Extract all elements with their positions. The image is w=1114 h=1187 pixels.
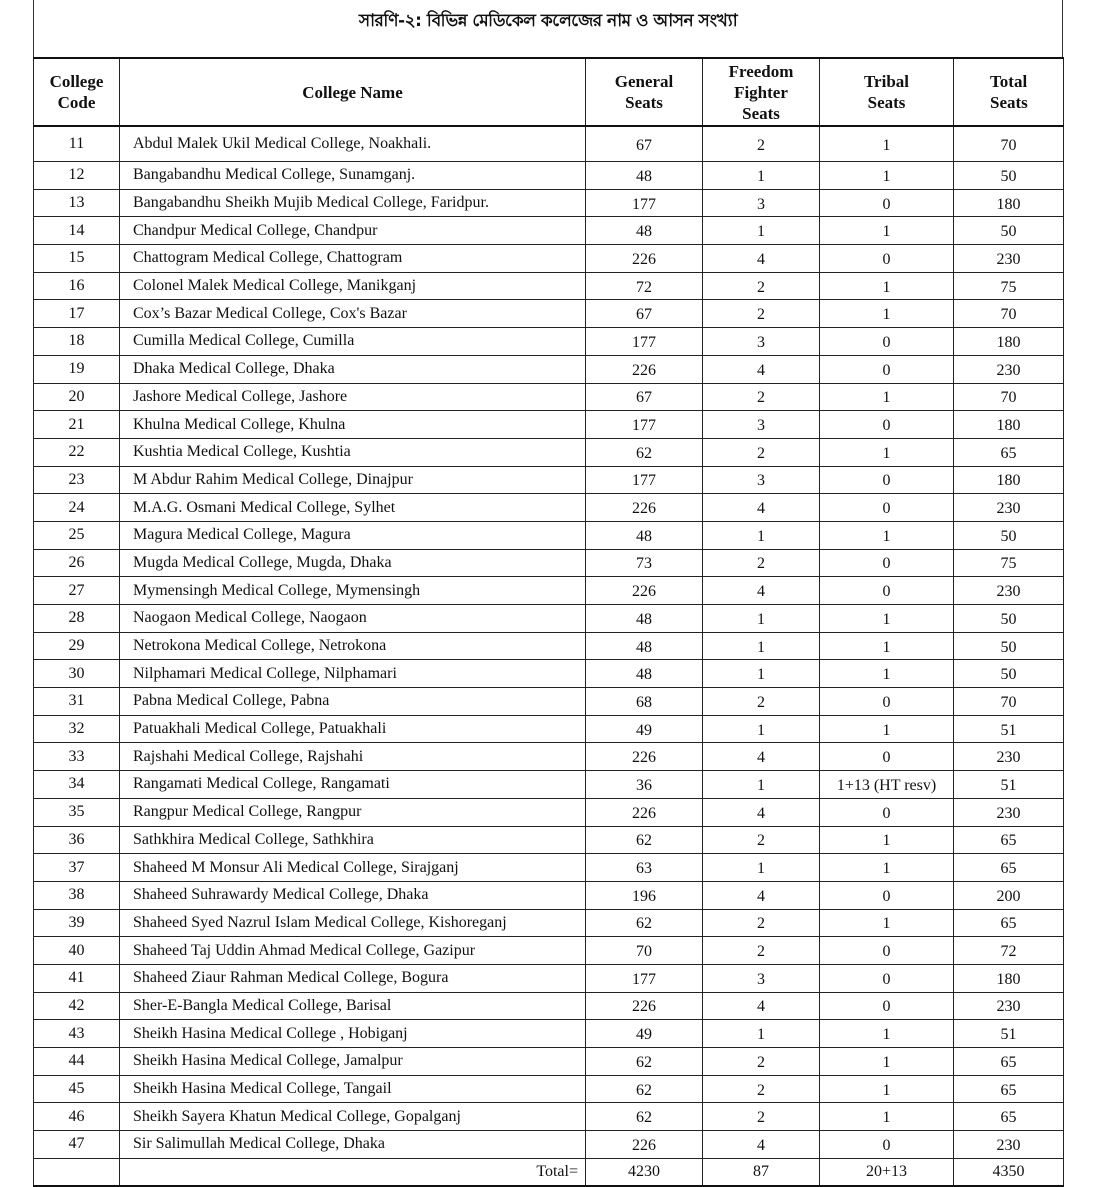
table-row <box>34 688 1064 716</box>
general-seats-cell: 196 <box>586 881 703 909</box>
tribal-seats-cell: 1 <box>820 126 954 162</box>
total-seats-cell: 50 <box>954 660 1064 688</box>
table-row <box>34 217 1064 245</box>
tribal-seats-cell: 0 <box>820 577 954 605</box>
college-code-cell: 40 <box>34 937 120 965</box>
total-seats-cell: 51 <box>954 715 1064 743</box>
freedom-fighter-seats-cell: 4 <box>703 355 820 383</box>
college-name-cell: Nilphamari Medical College, Nilphamari <box>120 660 586 688</box>
totals-row <box>34 1158 1064 1186</box>
general-seats-cell: 226 <box>586 494 703 522</box>
college-code-cell: 33 <box>34 743 120 771</box>
table-row <box>34 743 1064 771</box>
table-row <box>34 438 1064 466</box>
college-name-cell: Sheikh Sayera Khatun Medical College, Gopalganj <box>120 1103 586 1131</box>
college-code-cell: 39 <box>34 909 120 937</box>
tribal-seats-cell: 0 <box>820 189 954 217</box>
freedom-fighter-seats-cell: 2 <box>703 937 820 965</box>
table-row <box>34 1103 1064 1131</box>
general-seats-cell: 48 <box>586 632 703 660</box>
table-row <box>34 300 1064 328</box>
college-name-cell: Sheikh Hasina Medical College , Hobiganj <box>120 1020 586 1048</box>
total-seats-cell: 70 <box>954 688 1064 716</box>
college-code-cell: 24 <box>34 494 120 522</box>
table-row <box>34 1075 1064 1103</box>
total-seats-cell: 51 <box>954 1020 1064 1048</box>
freedom-fighter-seats-cell: 1 <box>703 1020 820 1048</box>
total-seats-cell: 65 <box>954 438 1064 466</box>
total-seats-cell: 50 <box>954 162 1064 190</box>
tribal-seats-cell: 1 <box>820 660 954 688</box>
tribal-seats-cell: 1 <box>820 854 954 882</box>
college-code-cell: 28 <box>34 605 120 633</box>
college-code-cell: 43 <box>34 1020 120 1048</box>
table-row <box>34 189 1064 217</box>
freedom-fighter-seats-cell: 2 <box>703 126 820 162</box>
tribal-seats-cell: 1 <box>820 438 954 466</box>
college-code-cell: 16 <box>34 272 120 300</box>
general-seats-cell: 226 <box>586 1131 703 1159</box>
totals-label: Total= <box>120 1158 586 1186</box>
college-name-cell: Netrokona Medical College, Netrokona <box>120 632 586 660</box>
general-seats-cell: 226 <box>586 245 703 273</box>
general-seats-cell: 62 <box>586 438 703 466</box>
general-seats-cell: 68 <box>586 688 703 716</box>
freedom-fighter-seats-cell: 3 <box>703 328 820 356</box>
tribal-seats-cell: 0 <box>820 688 954 716</box>
general-seats-cell: 70 <box>586 937 703 965</box>
general-seats-cell: 72 <box>586 272 703 300</box>
tribal-seats-cell: 1 <box>820 715 954 743</box>
table-row <box>34 466 1064 494</box>
totals-freedom-fighter-seats: 87 <box>703 1158 820 1186</box>
freedom-fighter-seats-cell: 1 <box>703 854 820 882</box>
college-name-cell: Jashore Medical College, Jashore <box>120 383 586 411</box>
total-seats-cell: 230 <box>954 494 1064 522</box>
tribal-seats-cell: 1 <box>820 521 954 549</box>
college-code-cell: 12 <box>34 162 120 190</box>
college-code-cell: 32 <box>34 715 120 743</box>
college-code-cell: 47 <box>34 1131 120 1159</box>
header-total-seats: Total Seats <box>954 58 1064 126</box>
freedom-fighter-seats-cell: 2 <box>703 383 820 411</box>
tribal-seats-cell: 0 <box>820 937 954 965</box>
totals-tribal-seats: 20+13 <box>820 1158 954 1186</box>
college-code-cell: 45 <box>34 1075 120 1103</box>
general-seats-cell: 48 <box>586 605 703 633</box>
college-code-cell: 18 <box>34 328 120 356</box>
general-seats-cell: 226 <box>586 743 703 771</box>
total-seats-cell: 230 <box>954 798 1064 826</box>
general-seats-cell: 48 <box>586 660 703 688</box>
tribal-seats-cell: 0 <box>820 328 954 356</box>
total-seats-cell: 230 <box>954 355 1064 383</box>
total-seats-cell: 75 <box>954 549 1064 577</box>
college-name-cell: Sir Salimullah Medical College, Dhaka <box>120 1131 586 1159</box>
tribal-seats-cell: 1 <box>820 162 954 190</box>
general-seats-cell: 62 <box>586 1048 703 1076</box>
college-name-cell: Khulna Medical College, Khulna <box>120 411 586 439</box>
college-name-cell: Mugda Medical College, Mugda, Dhaka <box>120 549 586 577</box>
table-row <box>34 272 1064 300</box>
total-seats-cell: 70 <box>954 126 1064 162</box>
table-row <box>34 854 1064 882</box>
table-row <box>34 826 1064 854</box>
general-seats-cell: 177 <box>586 328 703 356</box>
freedom-fighter-seats-cell: 3 <box>703 964 820 992</box>
general-seats-cell: 49 <box>586 1020 703 1048</box>
tribal-seats-cell: 0 <box>820 881 954 909</box>
header-college-name: College Name <box>120 58 586 126</box>
tribal-seats-cell: 0 <box>820 1131 954 1159</box>
college-name-cell: Abdul Malek Ukil Medical College, Noakhali. <box>120 126 586 162</box>
table-row <box>34 992 1064 1020</box>
college-code-cell: 36 <box>34 826 120 854</box>
college-name-cell: Sheikh Hasina Medical College, Tangail <box>120 1075 586 1103</box>
college-name-cell: Chandpur Medical College, Chandpur <box>120 217 586 245</box>
general-seats-cell: 177 <box>586 189 703 217</box>
college-name-cell: M.A.G. Osmani Medical College, Sylhet <box>120 494 586 522</box>
table-row <box>34 605 1064 633</box>
college-name-cell: Bangabandhu Medical College, Sunamganj. <box>120 162 586 190</box>
total-seats-cell: 230 <box>954 743 1064 771</box>
general-seats-cell: 48 <box>586 521 703 549</box>
total-seats-cell: 180 <box>954 964 1064 992</box>
total-seats-cell: 65 <box>954 1048 1064 1076</box>
header-general-seats: General Seats <box>586 58 703 126</box>
general-seats-cell: 62 <box>586 1075 703 1103</box>
seats-table <box>33 57 1064 1187</box>
total-seats-cell: 51 <box>954 771 1064 799</box>
freedom-fighter-seats-cell: 1 <box>703 217 820 245</box>
tribal-seats-cell: 1 <box>820 383 954 411</box>
tribal-seats-cell: 1 <box>820 300 954 328</box>
freedom-fighter-seats-cell: 1 <box>703 521 820 549</box>
general-seats-cell: 62 <box>586 909 703 937</box>
general-seats-cell: 177 <box>586 964 703 992</box>
freedom-fighter-seats-cell: 2 <box>703 272 820 300</box>
college-code-cell: 15 <box>34 245 120 273</box>
tribal-seats-cell: 1 <box>820 909 954 937</box>
totals-total-seats: 4350 <box>954 1158 1064 1186</box>
general-seats-cell: 63 <box>586 854 703 882</box>
total-seats-cell: 65 <box>954 1103 1064 1131</box>
table-row <box>34 245 1064 273</box>
general-seats-cell: 67 <box>586 383 703 411</box>
total-seats-cell: 50 <box>954 605 1064 633</box>
general-seats-cell: 226 <box>586 355 703 383</box>
college-name-cell: Patuakhali Medical College, Patuakhali <box>120 715 586 743</box>
freedom-fighter-seats-cell: 4 <box>703 992 820 1020</box>
general-seats-cell: 62 <box>586 826 703 854</box>
document-title: সারণি-২: বিভিন্ন মেডিকেল কলেজের নাম ও আসন সংখ্যা <box>358 11 738 31</box>
total-seats-cell: 65 <box>954 909 1064 937</box>
tribal-seats-cell: 0 <box>820 992 954 1020</box>
college-code-cell: 31 <box>34 688 120 716</box>
tribal-seats-cell: 1 <box>820 1048 954 1076</box>
college-name-cell: Sheikh Hasina Medical College, Jamalpur <box>120 1048 586 1076</box>
college-name-cell: Chattogram Medical College, Chattogram <box>120 245 586 273</box>
college-code-cell: 29 <box>34 632 120 660</box>
college-code-cell: 13 <box>34 189 120 217</box>
freedom-fighter-seats-cell: 2 <box>703 438 820 466</box>
total-seats-cell: 180 <box>954 411 1064 439</box>
college-code-cell: 26 <box>34 549 120 577</box>
college-code-cell: 22 <box>34 438 120 466</box>
college-name-cell: Pabna Medical College, Pabna <box>120 688 586 716</box>
general-seats-cell: 226 <box>586 577 703 605</box>
table-row <box>34 383 1064 411</box>
college-name-cell: Mymensingh Medical College, Mymensingh <box>120 577 586 605</box>
freedom-fighter-seats-cell: 2 <box>703 688 820 716</box>
tribal-seats-cell: 0 <box>820 411 954 439</box>
freedom-fighter-seats-cell: 2 <box>703 300 820 328</box>
table-row <box>34 937 1064 965</box>
table-row <box>34 162 1064 190</box>
general-seats-cell: 226 <box>586 798 703 826</box>
total-seats-cell: 230 <box>954 245 1064 273</box>
college-name-cell: Sathkhira Medical College, Sathkhira <box>120 826 586 854</box>
college-name-cell: Rangamati Medical College, Rangamati <box>120 771 586 799</box>
college-code-cell: 42 <box>34 992 120 1020</box>
college-name-cell: Sher-E-Bangla Medical College, Barisal <box>120 992 586 1020</box>
table-body <box>34 126 1064 1186</box>
college-name-cell: Shaheed M Monsur Ali Medical College, Sirajganj <box>120 854 586 882</box>
freedom-fighter-seats-cell: 2 <box>703 1103 820 1131</box>
college-name-cell: Naogaon Medical College, Naogaon <box>120 605 586 633</box>
header-tribal-seats: Tribal Seats <box>820 58 954 126</box>
freedom-fighter-seats-cell: 3 <box>703 411 820 439</box>
header-college-code: College Code <box>34 58 120 126</box>
title-area <box>33 0 1063 57</box>
college-name-cell: Cox’s Bazar Medical College, Cox's Bazar <box>120 300 586 328</box>
freedom-fighter-seats-cell: 2 <box>703 909 820 937</box>
freedom-fighter-seats-cell: 3 <box>703 466 820 494</box>
freedom-fighter-seats-cell: 2 <box>703 826 820 854</box>
general-seats-cell: 177 <box>586 411 703 439</box>
table-row <box>34 881 1064 909</box>
tribal-seats-cell: 1 <box>820 272 954 300</box>
tribal-seats-cell: 0 <box>820 466 954 494</box>
freedom-fighter-seats-cell: 4 <box>703 577 820 605</box>
college-name-cell: Dhaka Medical College, Dhaka <box>120 355 586 383</box>
college-name-cell: Shaheed Taj Uddin Ahmad Medical College, Gazipur <box>120 937 586 965</box>
totals-general-seats: 4230 <box>586 1158 703 1186</box>
table-row <box>34 494 1064 522</box>
total-seats-cell: 180 <box>954 328 1064 356</box>
freedom-fighter-seats-cell: 2 <box>703 1075 820 1103</box>
general-seats-cell: 48 <box>586 162 703 190</box>
total-seats-cell: 230 <box>954 992 1064 1020</box>
totals-code-cell <box>34 1158 120 1186</box>
document-page <box>33 0 1063 1180</box>
tribal-seats-cell: 1 <box>820 1020 954 1048</box>
total-seats-cell: 65 <box>954 1075 1064 1103</box>
header-row <box>34 58 1064 126</box>
tribal-seats-cell: 0 <box>820 494 954 522</box>
general-seats-cell: 67 <box>586 126 703 162</box>
freedom-fighter-seats-cell: 2 <box>703 1048 820 1076</box>
general-seats-cell: 226 <box>586 992 703 1020</box>
college-code-cell: 25 <box>34 521 120 549</box>
table-row <box>34 771 1064 799</box>
college-name-cell: Cumilla Medical College, Cumilla <box>120 328 586 356</box>
tribal-seats-cell: 1 <box>820 632 954 660</box>
table-row <box>34 909 1064 937</box>
general-seats-cell: 67 <box>586 300 703 328</box>
table-row <box>34 964 1064 992</box>
tribal-seats-cell: 0 <box>820 743 954 771</box>
tribal-seats-cell: 0 <box>820 549 954 577</box>
freedom-fighter-seats-cell: 4 <box>703 743 820 771</box>
college-code-cell: 23 <box>34 466 120 494</box>
freedom-fighter-seats-cell: 1 <box>703 660 820 688</box>
college-name-cell: Bangabandhu Sheikh Mujib Medical College, Faridpur. <box>120 189 586 217</box>
college-code-cell: 30 <box>34 660 120 688</box>
college-code-cell: 34 <box>34 771 120 799</box>
table-row <box>34 1131 1064 1159</box>
college-code-cell: 14 <box>34 217 120 245</box>
college-name-cell: Shaheed Suhrawardy Medical College, Dhaka <box>120 881 586 909</box>
table-row <box>34 660 1064 688</box>
college-name-cell: Shaheed Ziaur Rahman Medical College, Bogura <box>120 964 586 992</box>
college-name-cell: Kushtia Medical College, Kushtia <box>120 438 586 466</box>
tribal-seats-cell: 1 <box>820 1075 954 1103</box>
college-name-cell: Rangpur Medical College, Rangpur <box>120 798 586 826</box>
table-row <box>34 577 1064 605</box>
college-name-cell: Magura Medical College, Magura <box>120 521 586 549</box>
total-seats-cell: 75 <box>954 272 1064 300</box>
general-seats-cell: 62 <box>586 1103 703 1131</box>
total-seats-cell: 50 <box>954 521 1064 549</box>
college-name-cell: Rajshahi Medical College, Rajshahi <box>120 743 586 771</box>
freedom-fighter-seats-cell: 4 <box>703 494 820 522</box>
tribal-seats-cell: 1 <box>820 1103 954 1131</box>
tribal-seats-cell: 0 <box>820 245 954 273</box>
college-name-cell: Colonel Malek Medical College, Manikganj <box>120 272 586 300</box>
table-row <box>34 1020 1064 1048</box>
tribal-seats-cell: 0 <box>820 964 954 992</box>
tribal-seats-cell: 0 <box>820 798 954 826</box>
table-row <box>34 632 1064 660</box>
freedom-fighter-seats-cell: 1 <box>703 632 820 660</box>
college-code-cell: 17 <box>34 300 120 328</box>
college-code-cell: 20 <box>34 383 120 411</box>
freedom-fighter-seats-cell: 2 <box>703 549 820 577</box>
general-seats-cell: 73 <box>586 549 703 577</box>
college-code-cell: 21 <box>34 411 120 439</box>
total-seats-cell: 230 <box>954 577 1064 605</box>
college-code-cell: 35 <box>34 798 120 826</box>
general-seats-cell: 49 <box>586 715 703 743</box>
freedom-fighter-seats-cell: 4 <box>703 245 820 273</box>
header-freedom-fighter-seats: Freedom Fighter Seats <box>703 58 820 126</box>
college-code-cell: 11 <box>34 126 120 162</box>
table-row <box>34 1048 1064 1076</box>
total-seats-cell: 200 <box>954 881 1064 909</box>
college-code-cell: 19 <box>34 355 120 383</box>
college-code-cell: 44 <box>34 1048 120 1076</box>
college-code-cell: 27 <box>34 577 120 605</box>
table-row <box>34 355 1064 383</box>
general-seats-cell: 36 <box>586 771 703 799</box>
tribal-seats-cell: 1+13 (HT resv) <box>820 771 954 799</box>
college-code-cell: 38 <box>34 881 120 909</box>
table-row <box>34 328 1064 356</box>
total-seats-cell: 65 <box>954 826 1064 854</box>
total-seats-cell: 70 <box>954 300 1064 328</box>
general-seats-cell: 177 <box>586 466 703 494</box>
total-seats-cell: 230 <box>954 1131 1064 1159</box>
total-seats-cell: 70 <box>954 383 1064 411</box>
total-seats-cell: 50 <box>954 632 1064 660</box>
table-row <box>34 411 1064 439</box>
table-row <box>34 715 1064 743</box>
college-code-cell: 41 <box>34 964 120 992</box>
freedom-fighter-seats-cell: 3 <box>703 189 820 217</box>
college-code-cell: 37 <box>34 854 120 882</box>
table-row <box>34 521 1064 549</box>
tribal-seats-cell: 1 <box>820 217 954 245</box>
tribal-seats-cell: 1 <box>820 605 954 633</box>
freedom-fighter-seats-cell: 4 <box>703 798 820 826</box>
total-seats-cell: 65 <box>954 854 1064 882</box>
tribal-seats-cell: 1 <box>820 826 954 854</box>
total-seats-cell: 72 <box>954 937 1064 965</box>
general-seats-cell: 48 <box>586 217 703 245</box>
table-row <box>34 798 1064 826</box>
college-name-cell: Shaheed Syed Nazrul Islam Medical College, Kishoreganj <box>120 909 586 937</box>
freedom-fighter-seats-cell: 1 <box>703 715 820 743</box>
freedom-fighter-seats-cell: 4 <box>703 881 820 909</box>
table-row <box>34 126 1064 162</box>
total-seats-cell: 50 <box>954 217 1064 245</box>
college-code-cell: 46 <box>34 1103 120 1131</box>
college-name-cell: M Abdur Rahim Medical College, Dinajpur <box>120 466 586 494</box>
freedom-fighter-seats-cell: 1 <box>703 771 820 799</box>
freedom-fighter-seats-cell: 1 <box>703 162 820 190</box>
total-seats-cell: 180 <box>954 466 1064 494</box>
total-seats-cell: 180 <box>954 189 1064 217</box>
table-row <box>34 549 1064 577</box>
tribal-seats-cell: 0 <box>820 355 954 383</box>
freedom-fighter-seats-cell: 1 <box>703 605 820 633</box>
freedom-fighter-seats-cell: 4 <box>703 1131 820 1159</box>
